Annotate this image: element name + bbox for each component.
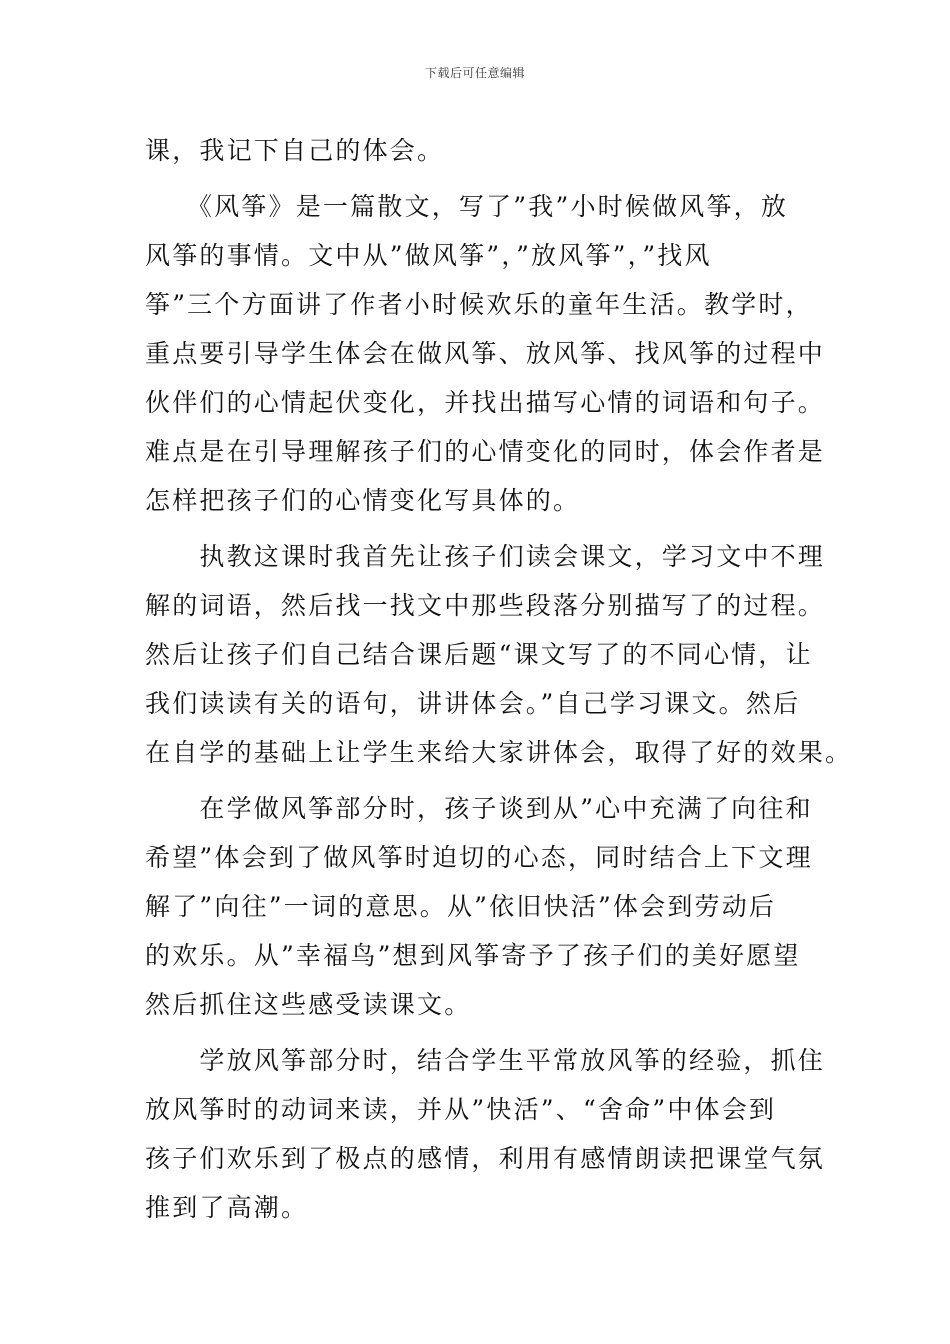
paragraph bbox=[145, 784, 813, 1029]
text-line: 解了”向往”一词的意思。从”依旧快活”体会到劳动后 bbox=[145, 892, 777, 921]
text-line: 风筝的事情。文中从”做风筝”，”放风筝”，”找风 bbox=[145, 241, 712, 270]
text-line: 《风筝》是一篇散文，写了”我”小时候做风筝，放 bbox=[145, 192, 789, 221]
text-line: 课，我记下自己的体会。 bbox=[145, 136, 445, 165]
paragraph bbox=[145, 126, 807, 175]
text-line: 难点是在引导理解孩子们的心情变化的同时，体会作者是 bbox=[145, 437, 826, 466]
text-line: 然后让孩子们自己结合课后题“课文写了的不同心情，让 bbox=[145, 640, 813, 669]
document-body bbox=[145, 126, 853, 1232]
paragraph bbox=[145, 1036, 826, 1232]
text-line: 希望”体会到了做风筝时迫切的心态，同时结合上下文理 bbox=[145, 843, 813, 872]
text-line: 推到了高潮。 bbox=[145, 1193, 309, 1222]
text-line: 在学做风筝部分时，孩子谈到从”心中充满了向往和 bbox=[145, 794, 813, 823]
text-line: 筝”三个方面讲了作者小时候欢乐的童年生活。教学时， bbox=[145, 290, 813, 319]
text-line: 学放风筝部分时，结合学生平常放风筝的经验，抓住 bbox=[145, 1046, 826, 1075]
text-line: 解的词语，然后找一找文中那些段落分别描写了的过程。 bbox=[145, 591, 826, 620]
text-line: 执教这课时我首先让孩子们读会课文，学习文中不理 bbox=[145, 542, 826, 571]
paragraph bbox=[145, 532, 853, 777]
text-line: 在自学的基础上让学生来给大家讲体会，取得了好的效果。 bbox=[145, 738, 853, 767]
text-line: 伙伴们的心情起伏变化，并找出描写心情的词语和句子。 bbox=[145, 388, 826, 417]
text-line: 孩子们欢乐到了极点的感情，利用有感情朗读把课堂气氛 bbox=[145, 1144, 826, 1173]
paragraph bbox=[145, 182, 826, 525]
header-note: 下载后可任意编辑 bbox=[424, 66, 525, 80]
text-line: 我们读读有关的语句，讲讲体会。”自己学习课文。然后 bbox=[145, 689, 801, 718]
text-line: 怎样把孩子们的心情变化写具体的。 bbox=[145, 486, 581, 515]
text-line: 然后抓住这些感受读课文。 bbox=[145, 990, 472, 1019]
text-line: 的欢乐。从”幸福鸟”想到风筝寄予了孩子们的美好愿望 bbox=[145, 941, 801, 970]
text-line: 放风筝时的动词来读，并从”快活”、“舍命”中体会到 bbox=[145, 1095, 777, 1124]
text-line: 重点要引导学生体会在做风筝、放风筝、找风筝的过程中 bbox=[145, 339, 826, 368]
